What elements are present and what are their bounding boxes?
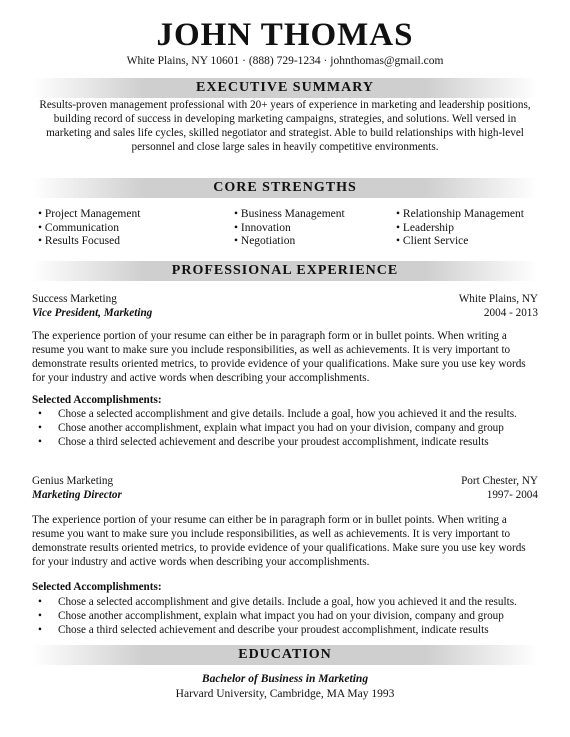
strength-item: • Results Focused xyxy=(38,235,120,247)
accomplishments-list xyxy=(38,407,538,449)
core-strengths-heading: CORE STRENGTHS xyxy=(32,178,538,198)
job-dates: 1997- 2004 xyxy=(486,489,538,501)
job-title-row xyxy=(32,488,538,502)
strength-item: • Project Management xyxy=(38,208,141,220)
executive-summary-heading: EXECUTIVE SUMMARY xyxy=(32,78,538,98)
accomplishments-list xyxy=(38,595,538,637)
accomplishments-heading: Selected Accomplishments: xyxy=(32,581,162,593)
job-position: Vice President, Marketing xyxy=(32,307,153,319)
professional-experience-heading: PROFESSIONAL EXPERIENCE xyxy=(32,261,538,281)
company-name: Success Marketing xyxy=(32,293,117,305)
strengths-column-1 xyxy=(38,208,140,249)
accomplishments-heading: Selected Accomplishments: xyxy=(32,394,162,406)
strength-item: • Communication xyxy=(38,221,120,234)
strengths-column-3 xyxy=(396,208,524,249)
accomplishment-item: • Chose another accomplishment, explain what impact you had on your division, company and group xyxy=(38,609,538,623)
job-title-row xyxy=(32,306,538,320)
strength-item: • Business Management xyxy=(234,208,345,220)
accomplishment-item: • Chose a selected accomplishment and give details. Include a goal, how you achieved it and the results. xyxy=(38,407,538,421)
job-header-row xyxy=(32,292,538,306)
job-dates: 2004 - 2013 xyxy=(483,307,538,319)
executive-summary-text: Results-proven management professional with 20+ years of experience in marketing and leadership positions, building record of success in developing marketing campaigns, strategies, and solutions. Well versed in marketing and sales life cycles, skilled negotiator and strategist. Able to build relationships with high-level personnel and close large sales in heavily competitive environments. xyxy=(39,99,531,153)
school: Harvard University, Cambridge, MA May 1993 xyxy=(175,688,395,700)
degree: Bachelor of Business in Marketing xyxy=(201,673,369,685)
strength-item: • Negotiation xyxy=(234,235,296,247)
accomplishment-item: • Chose a selected accomplishment and give details. Include a goal, how you achieved it and the results. xyxy=(38,595,538,609)
job-location: Port Chester, NY xyxy=(461,475,538,487)
strength-item: • Relationship Management xyxy=(396,208,524,220)
strength-item: • Leadership xyxy=(396,221,454,234)
accomplishment-item: • Chose a third selected achievement and describe your proudest accomplishment, indicate results xyxy=(38,435,538,449)
job-description: The experience portion of your resume can either be in paragraph form or in bullet points. When writing a resume you want to make sure you include responsibilities, as well as achievements. It is very important to demonstrate results oriented metrics, to provide evidence of your qualifications. Make sure you use key words for your industry and active words when describing your accomplishments. xyxy=(32,330,526,384)
job-position: Marketing Director xyxy=(32,489,122,501)
candidate-name: JOHN THOMAS xyxy=(156,17,414,53)
company-name: Genius Marketing xyxy=(32,475,114,487)
education-heading: EDUCATION xyxy=(32,645,538,665)
contact-info: White Plains, NY 10601 · (888) 729-1234 · johnthomas@gmail.com xyxy=(126,55,444,67)
strength-item: • Client Service xyxy=(396,235,469,247)
job-location: White Plains, NY xyxy=(458,293,538,305)
strengths-column-2 xyxy=(234,208,345,249)
accomplishment-item: • Chose another accomplishment, explain what impact you had on your division, company and group xyxy=(38,421,538,435)
job-header-row xyxy=(32,474,538,488)
strength-item: • Innovation xyxy=(234,221,291,234)
accomplishment-item: • Chose a third selected achievement and describe your proudest accomplishment, indicate results xyxy=(38,623,538,637)
job-description: The experience portion of your resume can either be in paragraph form or in bullet points. When writing a resume you want to make sure you include responsibilities, as well as achievements. It is very important to demonstrate results oriented metrics, to provide evidence of your qualifications. Make sure you use key words for your industry and active words when describing your accomplishments. xyxy=(32,514,526,568)
